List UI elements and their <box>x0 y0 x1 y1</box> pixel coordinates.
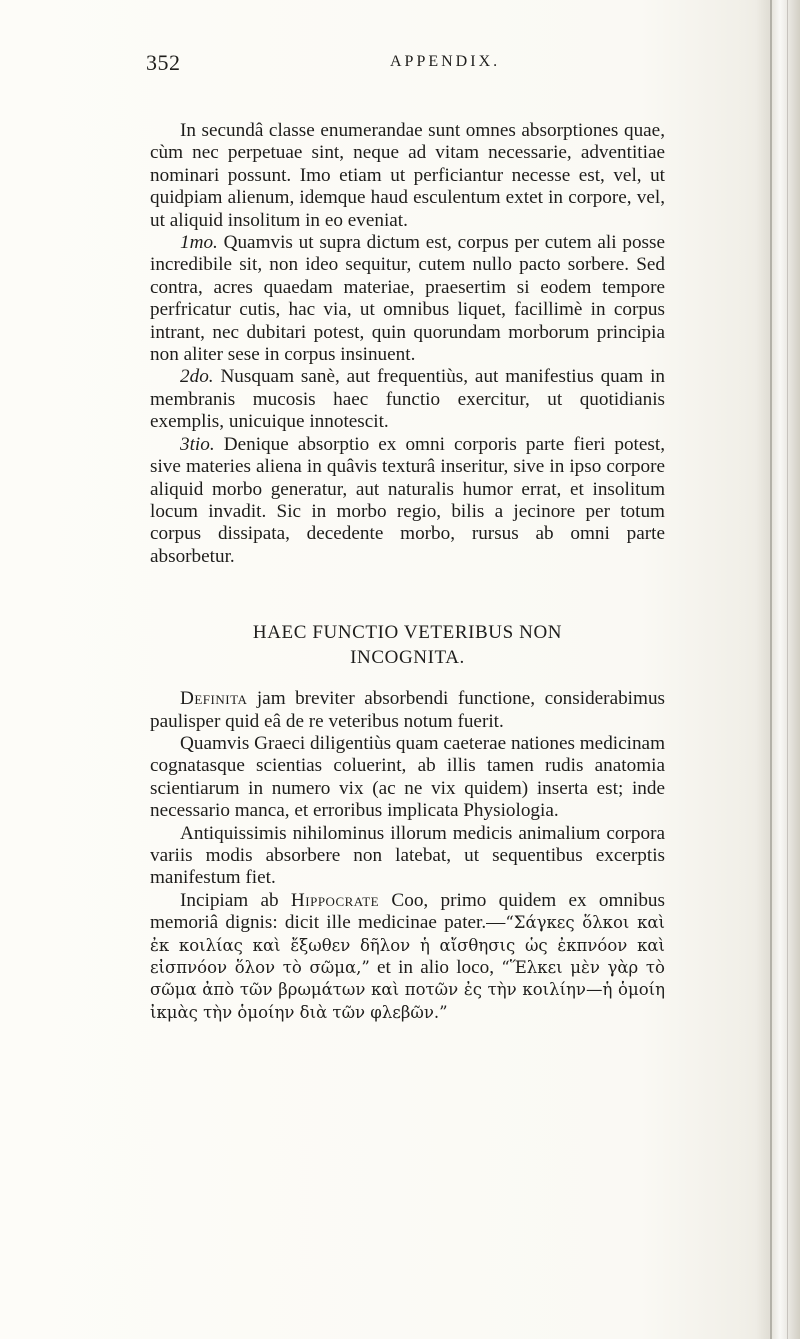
section-heading-line: HAEC FUNCTIO VETERIBUS NON <box>252 622 563 644</box>
paragraph-7 <box>150 890 665 1024</box>
paragraph-intro: In secundâ classe enumerandae sunt omnes absorptiones quae, cùm nec perpetuae sint, neque ad vitam necessarie, adventitiae nominari possunt. Imo etiam ut perficiantur necesse est, vel, ut quidpiam alienum, idemque haud esculentum extet in corpore, vel, ut aliquid insolitum in eo eveniat. <box>150 120 665 231</box>
paragraph-ordinal: 1mo. <box>180 232 218 254</box>
paragraph-ordinal: 2do. <box>180 366 214 388</box>
paragraph-ordinal: 3tio. <box>180 433 215 455</box>
paragraph-2 <box>150 366 665 433</box>
paragraph-text: Incipiam ab <box>180 889 279 911</box>
paragraph-3 <box>150 434 665 568</box>
page-header <box>0 50 800 80</box>
paragraph-1 <box>150 232 665 366</box>
page-edge-shadow <box>756 0 800 1339</box>
paragraph-text: Denique absorptio ex omni corporis parte fieri potest, sive materies aliena in quâvis texturâ inseritur, sive in ipso corpore aliquid morbo generatur, aut naturalis humor errat, et insolitum locum invadit. Sic in morbo regio, bilis a jecinore per totum corpus dissipata, decedente morbo, rursus ab omni parte absorbetur. <box>150 433 665 567</box>
paragraph-6: Antiquissimis nihilominus illorum medicis animalium corpora variis modis absorbere non latebat, ut sequentibus excerptis manifestum fiet. <box>150 822 665 889</box>
page-edge-line <box>787 0 788 1339</box>
page-body <box>150 120 665 1024</box>
section-heading <box>150 620 665 670</box>
running-head: APPENDIX. <box>390 53 501 70</box>
paragraph-text: Coo, primo quidem ex omnibus memoriâ dignis: dicit ille medicinae pater.— <box>150 889 665 934</box>
paragraph-text: et in alio loco, <box>377 957 495 978</box>
author-name: Hippocrate <box>290 889 380 911</box>
greek-quote: “Σάγκες ὅλκοι καὶ ἐκ κοιλίας καὶ ἔξωθεν δῆλον ἡ αἴσθησις ὡς ἐκπνόον καὶ εἰσπνόον ὅλον τὸ σῶμα,” <box>150 913 665 977</box>
paragraph-5: Quamvis Graeci diligentiùs quam caeterae nationes medicinam cognatasque scientias coluerint, ab illis tamen rudis anatomia scientiarum in numero vix (ac ne vix quidem) inserta est; inde necessario manca, et erroribus implicata Physiologia. <box>150 732 665 822</box>
paragraph-text: Quamvis ut supra dictum est, corpus per cutem ali posse incredibile sit, non ideo sequitur, cutem nullo pacto sorbere. Sed contra, acres quaedam materiae, praesertim si eodem tempore perfricatur cutis, hac via, ut omnibus liquet, facillimè in corpus intrant, nec dubitari potest, quin quorundam morborum principia non aliter sese in corpus insinuent. <box>150 232 665 366</box>
paragraph-text: jam breviter absorbendi functione, considerabimus paulisper quid eâ de re veteribus notum fuerit. <box>150 688 665 732</box>
section-heading-line: INCOGNITA. <box>350 647 465 669</box>
lead-word: Definita <box>180 688 248 710</box>
greek-quote: “Ἕλκει μὲν γὰρ τὸ σῶμα ἀπὸ τῶν βρωμάτων καὶ ποτῶν ἐς τὴν κοιλίην—ἡ ὁμοίη ἰκμὰς τὴν ὁμοίην διὰ τῶν φλεβῶν.” <box>150 958 665 1022</box>
paragraph-4 <box>150 688 665 733</box>
page-edge-line <box>770 0 772 1339</box>
paragraph-text: Nusquam sanè, aut frequentiùs, aut manifestius quam in membranis mucosis haec functio exercitur, ut quotidianis exemplis, unicuique innotescit. <box>150 366 665 433</box>
page-number: 352 <box>146 50 181 75</box>
